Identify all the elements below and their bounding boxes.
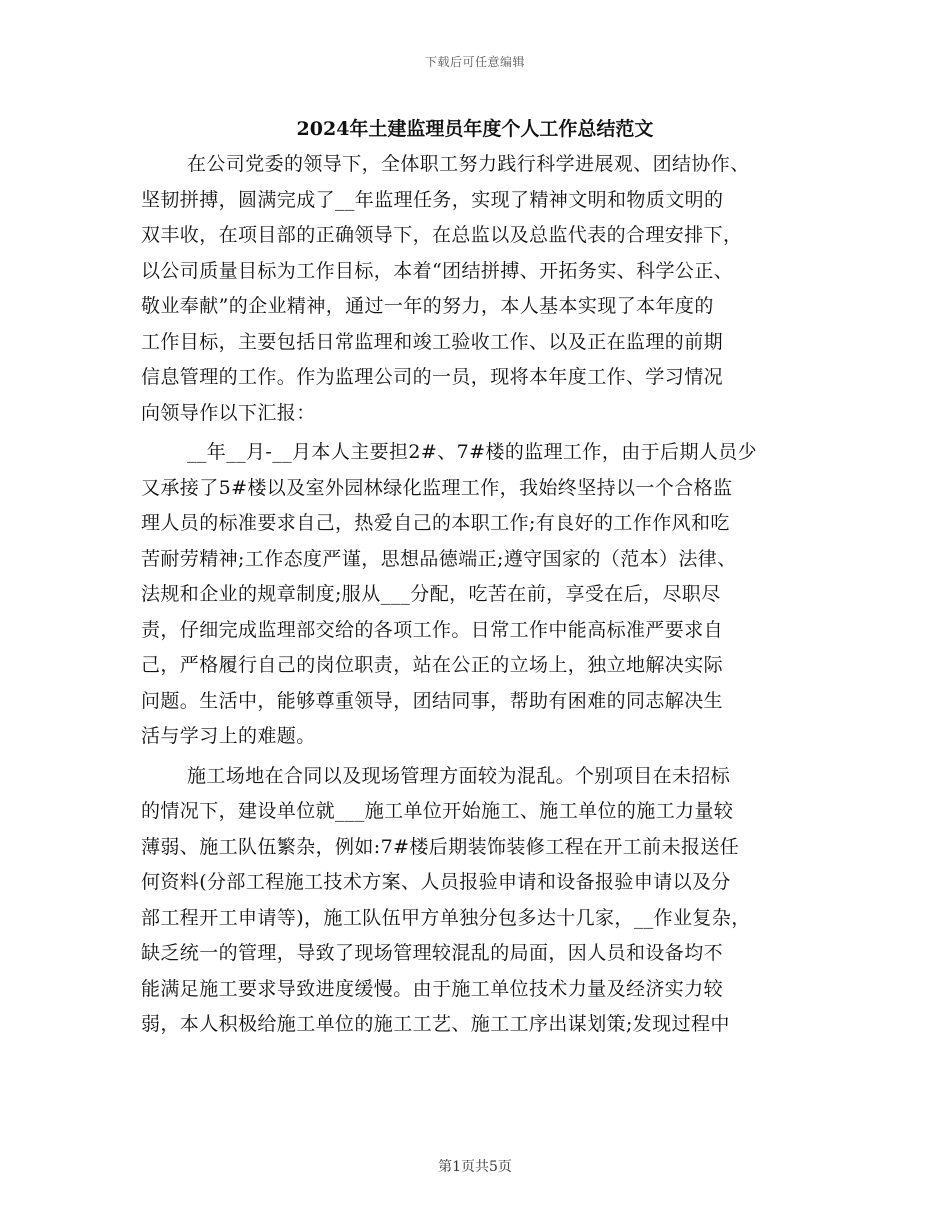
text-line: 能满足施工要求导致进度缓慢。由于施工单位技术力量及经济实力较 xyxy=(141,977,724,1000)
text-line: 苦耐劳精神;工作态度严谨，思想品德端正;遵守国家的（范本）法律、 xyxy=(141,547,737,570)
text-line: __年__月-__月本人主要担2#、7#楼的监理工作，由于后期人员少 xyxy=(187,441,758,463)
text-line: 法规和企业的规章制度;服从___分配，吃苦在前，享受在后，尽职尽 xyxy=(141,583,721,605)
text-line: 弱，本人积极给施工单位的施工工艺、施工工序出谋划策;发现过程中 xyxy=(141,1013,730,1035)
text-line: 坚韧拼搏，圆满完成了__年监理任务，实现了精神文明和物质文明的 xyxy=(141,188,724,211)
text-line: 敬业奉献”的企业精神，通过一年的努力，本人基本实现了本年度的 xyxy=(141,295,714,317)
page-header-note: 下载后可任意编辑 xyxy=(424,55,525,69)
text-line: 活与学习上的难题。 xyxy=(141,725,316,747)
paragraph-2 xyxy=(141,435,811,755)
text-line: 在公司党委的领导下，全体职工努力践行科学进展观、团结协作、 xyxy=(187,153,750,175)
text-line: 的情况下，建设单位就___施工单位开始施工、施工单位的施工力量较 xyxy=(141,800,734,822)
text-line: 信息管理的工作。作为监理公司的一员，现将本年度工作、学习情况 xyxy=(141,366,724,388)
paragraph-1 xyxy=(141,147,811,431)
text-line: 问题。生活中，能够尊重领导，团结同事，帮助有困难的同志解决生 xyxy=(141,689,724,712)
text-line: 责，仔细完成监理部交给的各项工作。日常工作中能高标准严要求自 xyxy=(141,618,724,641)
text-line: 向领导作以下汇报： xyxy=(141,401,316,424)
text-line: 薄弱、施工队伍繁杂，例如:7#楼后期装饰装修工程在开工前未报送任 xyxy=(141,835,740,858)
document-title: 2024年土建监理员年度个人工作总结范文 xyxy=(296,118,654,140)
text-line: 施工场地在合同以及现场管理方面较为混乱。个别项目在未招标 xyxy=(187,764,731,787)
paragraph-3 xyxy=(141,759,811,1043)
document-body xyxy=(141,147,811,1047)
text-line: 何资料(分部工程施工技术方案、人员报验申请和设备报验申请以及分 xyxy=(141,871,731,893)
text-line: 部工程开工申请等)，施工队伍甲方单独分包多达十几家，__作业复杂， xyxy=(141,906,751,929)
page-number: 第1页共5页 xyxy=(438,1159,512,1175)
text-line: 缺乏统一的管理，导致了现场管理较混乱的局面，因人员和设备均不 xyxy=(141,942,724,964)
text-line: 以公司质量目标为工作目标，本着“团结拼搏、开拓务实、科学公正、 xyxy=(141,259,734,282)
text-line: 理人员的标准要求自己，热爱自己的本职工作;有良好的工作作风和吃 xyxy=(141,512,730,534)
text-line: 己，严格履行自己的岗位职责，站在公正的立场上，独立地解决实际 xyxy=(141,654,724,676)
text-line: 双丰收，在项目部的正确领导下，在总监以及总监代表的合理安排下， xyxy=(141,224,743,246)
text-line: 又承接了5#楼以及室外园林绿化监理工作，我始终坚持以一个合格监 xyxy=(141,476,733,499)
text-line: 工作目标，主要包括日常监理和竣工验收工作、以及正在监理的前期 xyxy=(141,330,724,353)
